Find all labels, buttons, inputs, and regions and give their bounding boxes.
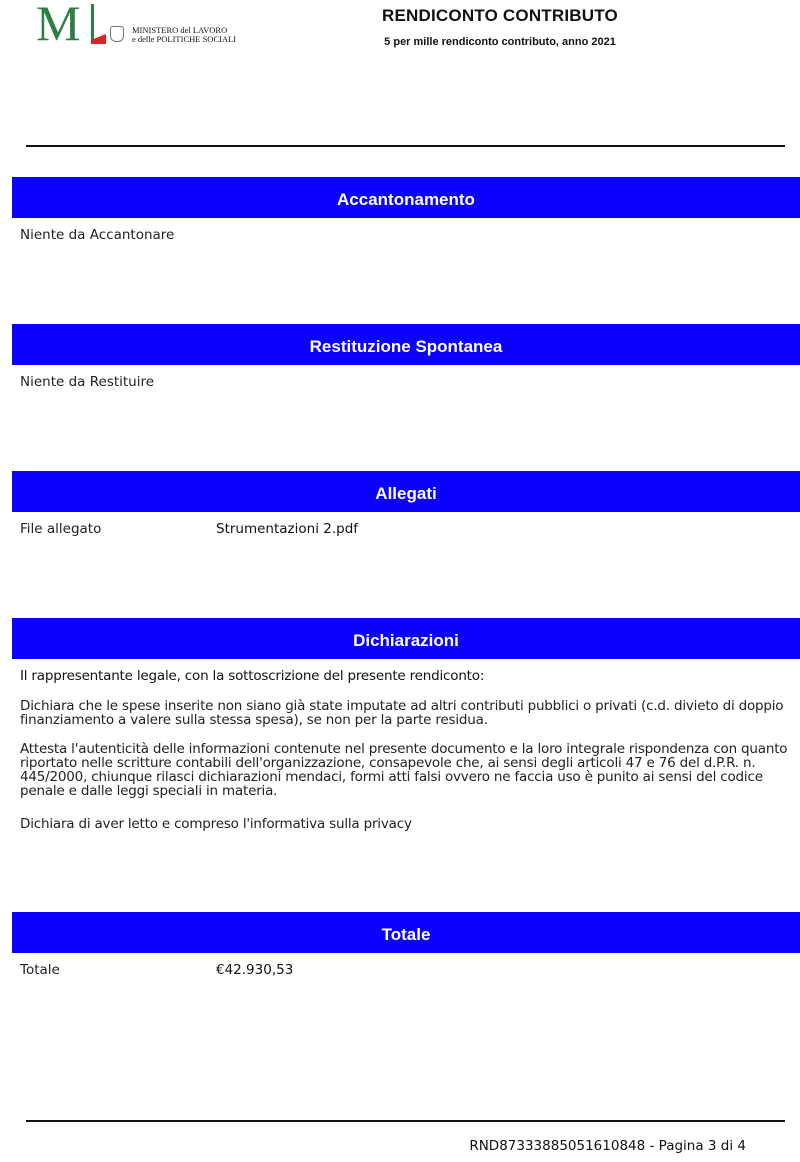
dichiarazioni-intro: Il rappresentante legale, con la sottoscrizione del presente rendiconto: [20, 668, 485, 684]
restituzione-text: Niente da Restituire [20, 374, 155, 390]
accantonamento-text: Niente da Accantonare [20, 227, 175, 243]
logo-l-mark [88, 4, 106, 44]
ministry-line-2: e delle POLITICHE SOCIALI [132, 34, 237, 44]
section-header-totale: Totale [12, 912, 800, 953]
header-divider [26, 145, 785, 147]
logo-letter: M [36, 0, 81, 51]
section-header-dichiarazioni: Dichiarazioni [12, 618, 800, 659]
ministry-logo [36, 0, 246, 51]
republic-emblem-icon [110, 26, 124, 42]
ministry-line-1: MINISTERO del LAVORO [132, 25, 228, 35]
section-header-accantonamento: Accantonamento [12, 177, 800, 218]
document-subtitle: 5 per mille rendiconto contributo, anno 2021 [384, 36, 616, 48]
footer-page-id: RND8733388505161084​8 - Pagina 3 di 4 [469, 1138, 746, 1154]
document-title: RENDICONTO CONTRIBUTO [382, 6, 618, 25]
dichiarazione-item-3: Dichiara di aver letto e compreso l'informativa sulla privacy [20, 816, 412, 832]
totale-label: Totale [20, 962, 60, 978]
allegati-file-name: Strumentazioni 2.pdf [216, 521, 359, 537]
section-header-restituzione: Restituzione Spontanea [12, 324, 800, 365]
footer-divider [26, 1120, 785, 1122]
totale-value: €42.930,53 [216, 962, 294, 978]
ministry-name [132, 26, 236, 44]
section-header-allegati: Allegati [12, 471, 800, 512]
dichiarazione-item-1: Dichiara che le spese inserite non siano già state imputate ad altri contributi pubblici o privati (c.d. divieto di doppio finanziamento a valere sulla stessa spesa), se non per la parte residua. [20, 698, 784, 728]
allegati-label: File allegato [20, 521, 102, 537]
dichiarazione-item-2: Attesta l'autenticità delle informazioni contenute nel presente documento e la loro integrale rispondenza con quanto riportato nelle scritture contabili dell'organizzazione, consapevole che, ai sensi degli articoli 47 e 76 del d.P.R. n. 445/2000, chiunque rilasci dichiarazioni mendaci, formi atti falsi ovvero ne faccia uso è punito ai sensi del codice penale e dalle leggi speciali in materia. [20, 741, 788, 799]
